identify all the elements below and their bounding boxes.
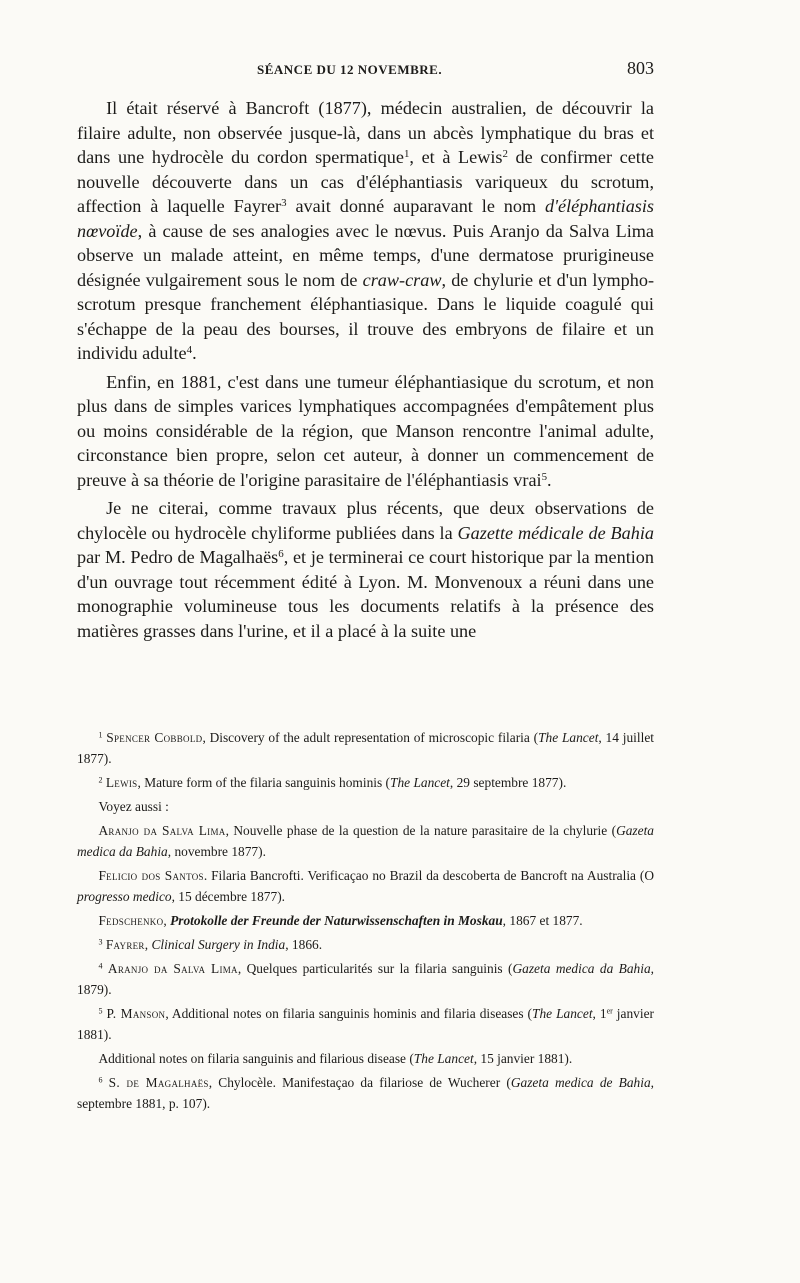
voyez-aussi: Voyez aussi :	[98, 799, 169, 814]
text-run: par M. Pedro de Magalhaës	[77, 547, 279, 567]
footnote-2	[77, 772, 654, 793]
text-run: . Filaria Bancrofti. Verificaçao no Brazil da descoberta de Bancroft na Australia (O	[203, 868, 654, 883]
author: Aranjo da Salva Lima	[98, 823, 226, 838]
footnote-number: 2	[98, 775, 103, 785]
text-run: Je ne citerai, comme travaux plus récents, que deux observations de chylocèle ou hydrocèle chyliforme publiées dans la	[77, 498, 654, 543]
footnote-4	[77, 958, 654, 1000]
text-run: Enfin, en 1881, c'est dans une tumeur éléphantiasique du scrotum, et non plus dans de simples varices lymphatiques accompagnées d'empâtement plus ou moins considérable de la région, que Manson rencontre l'animal adulte, circonstance bien propre, selon cet auteur, à donner un commencement de preuve à sa théorie de l'origine parasitaire de l'éléphantiasis vrai	[77, 371, 654, 490]
footnote-ref: 3	[281, 197, 287, 209]
footnote-2b	[77, 865, 654, 907]
text-run: .	[547, 469, 552, 490]
journal: The Lancet	[390, 775, 450, 790]
journal: The Lancet	[532, 1006, 593, 1021]
text-run: , et à Lewis	[409, 147, 503, 167]
text-run: , 15 décembre 1877).	[171, 889, 286, 904]
ordinal-suffix: er	[606, 1006, 613, 1016]
text-run: ,	[163, 913, 171, 928]
text-run: , et je terminerai ce court historique par la mention d'un ouvrage tout récemment édité à Lyon. M. Monvenoux a réuni dans une monographie volumineuse tous les documents relatifs à la présence des matières grasses dans l'urine, et il a placé à la suite une	[77, 547, 654, 641]
footnote-2a	[77, 820, 654, 862]
text-run: , à cause de ses analogies avec le nœvus. Puis Aranjo da Salva Lima observe un malade atteint, en même temps, d'une dermatose prurigineuse désignée vulgairement sous le nom de	[77, 220, 654, 290]
italic-term: craw-craw	[362, 269, 442, 290]
text-run: , Chylocèle. Manifestaçao da filariose de Wucherer (	[208, 1075, 511, 1090]
journal: The Lancet	[538, 730, 599, 745]
journal: The Lancet	[413, 1051, 474, 1066]
footnotes	[77, 727, 654, 1117]
journal: Gazeta medica da Bahia	[512, 961, 651, 976]
footnote-ref: 4	[186, 344, 193, 356]
footnote-ref: 1	[403, 148, 410, 160]
footnote-5	[77, 1003, 654, 1045]
author: Fedschenko	[98, 913, 164, 928]
footnote-ref: 5	[541, 470, 548, 483]
journal: Gazeta medica de Bahia	[510, 1075, 651, 1090]
text-run: , 1879).	[77, 961, 655, 997]
text-run: , 29 septembre 1877).	[449, 775, 567, 790]
page-number: 803	[627, 58, 654, 78]
journal: Protokolle der Freunde der Naturwissenschaften in Moskau	[170, 913, 503, 928]
paragraph-2	[77, 370, 654, 493]
footnote-ref: 2	[502, 148, 508, 160]
text-run: , Discovery of the adult representation of microscopic filaria (	[202, 730, 539, 745]
text-run: , 1866.	[285, 937, 323, 952]
paragraph-3	[77, 496, 654, 643]
text-run: , 1	[592, 1006, 607, 1021]
italic-title: Gazette médicale de Bahia	[457, 522, 654, 543]
text-run: , 1867 et 1877.	[502, 913, 583, 928]
text-run: , 14 juillet 1877).	[77, 730, 654, 766]
text-run: , Additional notes on filaria sanguinis hominis and filaria diseases (	[165, 1006, 533, 1021]
text-run: ,	[144, 937, 152, 952]
author: Spencer Cobbold	[106, 730, 203, 745]
text-run: , septembre 1881, p. 107).	[77, 1075, 654, 1111]
footnote-5b	[77, 1048, 654, 1069]
book-title: Clinical Surgery in India	[151, 937, 286, 952]
author: S. de Magalhaës	[108, 1075, 209, 1090]
running-head: SÉANCE DU 12 NOVEMBRE.	[257, 62, 443, 77]
paragraph-1	[77, 96, 654, 366]
text-run: Il était réservé à Bancroft (1877), médecin australien, de découvrir la filaire adulte, non observée jusque-là, dans un abcès lymphatique du bras et dans une hydrocèle du cordon spermatique	[77, 98, 654, 167]
text-run: de confirmer cette nouvelle découverte dans un cas d'éléphantiasis variqueux du scrotum, affection à laquelle Fayrer	[77, 147, 654, 216]
footnote-number: 4	[98, 961, 103, 971]
text-run: , de chylurie et d'un lympho-scrotum presque franchement éléphantiasique. Dans le liquide coagulé qui s'échappe de la peau des bourses, il trouve des embryons de filaire et un individu adulte	[77, 269, 654, 363]
text-run: , Quelques particularités sur la filaria sanguinis (	[237, 961, 513, 976]
author: Felicio dos Santos	[98, 868, 204, 883]
italic-term: d'éléphantiasis nœvoïde	[77, 196, 655, 241]
text-run: , Nouvelle phase de la question de la nature parasitaire de la chylurie (	[225, 823, 617, 838]
footnote-number: 6	[98, 1075, 103, 1085]
footnote-6	[77, 1072, 654, 1114]
text-run: , novembre 1877).	[167, 844, 266, 859]
footnote-ref: 6	[278, 548, 284, 560]
footnote-number: 5	[98, 1006, 103, 1016]
text-run: avait donné auparavant le nom	[286, 196, 546, 216]
text-run: , 15 janvier 1881).	[473, 1051, 573, 1066]
page-header	[77, 58, 654, 80]
author: Aranjo da Salva Lima	[107, 961, 238, 976]
author: Lewis	[105, 775, 138, 790]
text-run: Additional notes on filaria sanguinis and filarious disease (	[98, 1051, 414, 1066]
footnote-1	[77, 727, 654, 769]
text-run: janvier 1881).	[77, 1006, 654, 1042]
footnote-number: 3	[98, 937, 103, 947]
author: P. Manson	[106, 1006, 166, 1021]
journal: Gazeta medica da Bahia	[77, 823, 654, 859]
main-text	[77, 96, 654, 643]
footnote-number: 1	[98, 730, 103, 740]
author: Fayrer	[105, 937, 145, 952]
footnote-2c	[77, 910, 654, 931]
text-run: .	[192, 343, 197, 363]
footnote-3	[77, 934, 654, 955]
text-run: , Mature form of the filaria sanguinis hominis (	[137, 775, 391, 790]
journal: progresso medico	[77, 889, 172, 904]
